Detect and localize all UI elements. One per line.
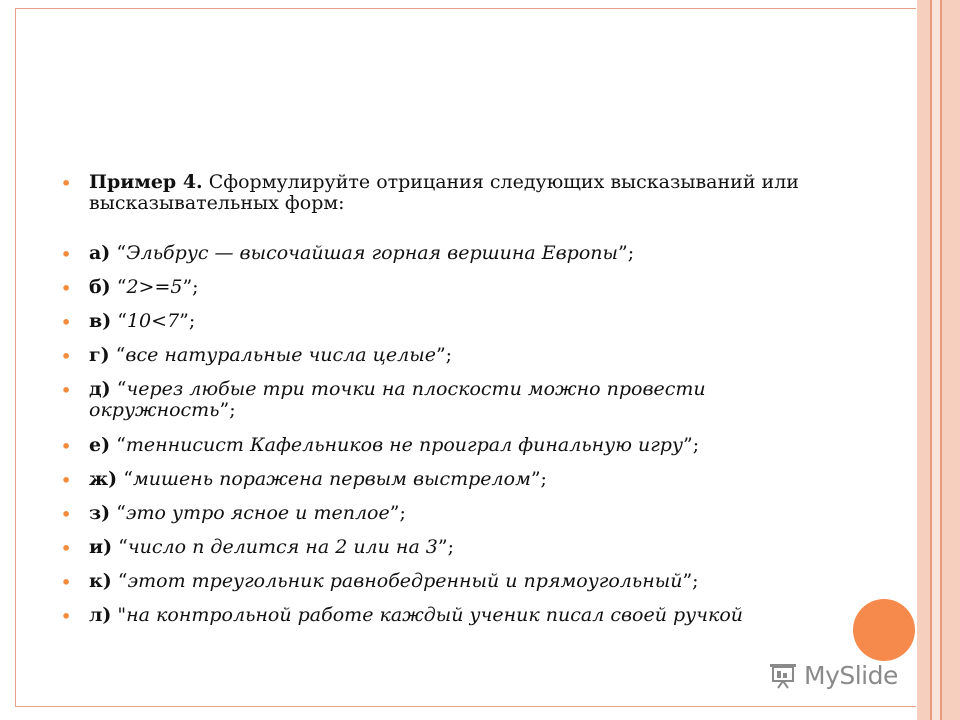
statement-item bbox=[60, 503, 840, 524]
bullet-icon: • bbox=[61, 505, 72, 524]
open-quote: “ bbox=[117, 468, 133, 490]
bullet-icon: • bbox=[61, 279, 72, 298]
close-quote: ”; bbox=[219, 399, 236, 421]
open-quote: “ bbox=[111, 310, 127, 332]
open-quote: “ bbox=[110, 434, 126, 456]
statement-text: теннисист Кафельников не проиграл финальную игру bbox=[125, 434, 683, 456]
decorative-circle bbox=[853, 599, 915, 661]
statement-item bbox=[60, 379, 840, 421]
close-quote: ”; bbox=[683, 434, 700, 456]
statement-text: этот треугольник равнобедренный и прямоугольный bbox=[127, 570, 683, 592]
statement-label: д) bbox=[89, 378, 111, 400]
statement-text: все натуральные числа целые bbox=[125, 344, 436, 366]
decorative-stripe bbox=[932, 0, 940, 720]
close-quote: ”; bbox=[682, 570, 699, 592]
statement-item bbox=[60, 243, 840, 264]
bullet-icon: • bbox=[61, 437, 72, 456]
close-quote: ”; bbox=[182, 276, 199, 298]
statement-text: через любые три точки на плоскости можно провести окружность bbox=[89, 378, 706, 421]
bullet-icon: • bbox=[61, 347, 72, 366]
statement-list bbox=[60, 243, 840, 626]
statement-item bbox=[60, 571, 840, 592]
close-quote: ”; bbox=[435, 344, 453, 366]
statement-item bbox=[60, 435, 840, 456]
statement-text: на контрольной работе каждый ученик писал своей ручкой bbox=[126, 604, 744, 626]
bullet-icon: • bbox=[61, 245, 72, 264]
open-quote: “ bbox=[110, 276, 127, 298]
statement-text: мишень поражена первым выстрелом bbox=[132, 468, 531, 490]
statement-item bbox=[60, 345, 840, 366]
statement-label: к) bbox=[89, 570, 112, 592]
close-quote: ”; bbox=[618, 242, 635, 264]
bullet-icon: • bbox=[61, 573, 72, 592]
bullet-icon: • bbox=[61, 174, 72, 193]
statement-item bbox=[60, 277, 840, 298]
bullet-icon: • bbox=[61, 607, 72, 626]
close-quote: ”; bbox=[530, 468, 547, 490]
open-quote: “ bbox=[110, 242, 127, 264]
close-quote: ”; bbox=[179, 310, 196, 332]
statement-label: л) bbox=[89, 604, 112, 626]
statement-item bbox=[60, 537, 840, 558]
open-quote: “ bbox=[109, 344, 126, 366]
intro-text: Сформулируйте отрицания следующих высказываний или высказывательных форм: bbox=[89, 171, 799, 214]
decorative-stripe bbox=[917, 0, 930, 720]
statement-label: з) bbox=[89, 502, 111, 524]
bullet-icon: • bbox=[61, 381, 72, 400]
intro-paragraph bbox=[60, 172, 840, 214]
presentation-board-icon bbox=[768, 661, 798, 689]
statement-text: это утро ясное и теплое bbox=[125, 502, 390, 524]
open-quote: “ bbox=[110, 378, 127, 400]
statement-label: и) bbox=[89, 536, 113, 558]
bullet-icon: • bbox=[61, 313, 72, 332]
bullet-icon: • bbox=[61, 539, 72, 558]
statement-label: г) bbox=[89, 344, 110, 366]
open-quote: “ bbox=[111, 570, 128, 592]
example-label: Пример 4. bbox=[89, 171, 203, 193]
close-quote: ”; bbox=[437, 536, 455, 558]
bullet-icon: • bbox=[61, 471, 72, 490]
statement-label: б) bbox=[89, 276, 111, 298]
statement-label: в) bbox=[89, 310, 112, 332]
slide-content bbox=[60, 172, 840, 640]
watermark-text: MySlide bbox=[804, 660, 898, 690]
decorative-stripe bbox=[942, 0, 960, 720]
open-quote: “ bbox=[112, 536, 128, 558]
statement-label: е) bbox=[89, 434, 111, 456]
close-quote: ”; bbox=[389, 502, 406, 524]
statement-text: 2>=5 bbox=[126, 276, 183, 298]
open-quote: “ bbox=[110, 502, 126, 524]
statement-label: ж) bbox=[89, 468, 118, 490]
statement-text: число п делится на 2 или на 3 bbox=[127, 536, 438, 558]
statement-item bbox=[60, 469, 840, 490]
statement-item bbox=[60, 311, 840, 332]
open-quote: " bbox=[111, 604, 127, 626]
statement-text: Эльбрус — высочайшая горная вершина Европы bbox=[126, 242, 618, 264]
myslide-watermark bbox=[768, 655, 898, 695]
statement-item bbox=[60, 605, 840, 626]
statement-text: 10<7 bbox=[126, 310, 180, 332]
statement-label: а) bbox=[89, 242, 111, 264]
